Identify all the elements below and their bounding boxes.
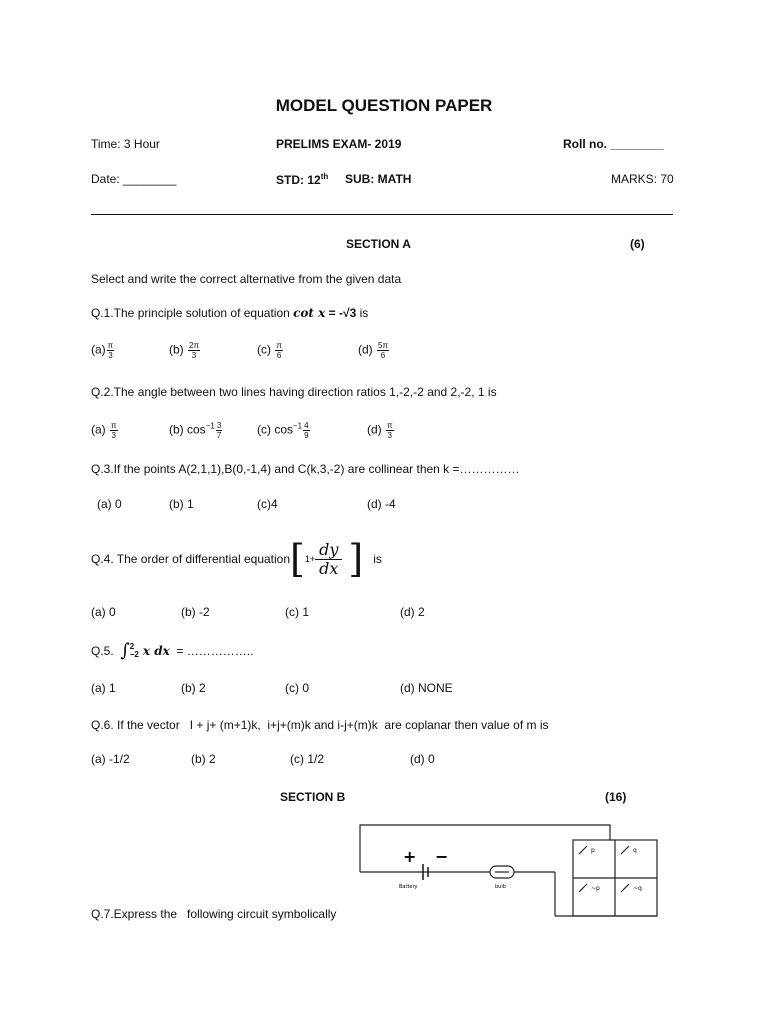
q5-option-b: (b) 2 <box>181 681 206 695</box>
question-3: Q.3.If the points A(2,1,1),B(0,-1,4) and C(k,3,-2) are collinear then k =…………… <box>91 462 520 476</box>
q1-opt-d-label: (d) <box>358 342 376 357</box>
battery-minus: − <box>435 847 449 866</box>
question-7: Q.7.Express the following circuit symbolically <box>91 907 337 921</box>
switch-notq-label: ~q <box>633 885 642 892</box>
switch-p-icon <box>579 846 587 854</box>
switch-q-label: q <box>633 847 637 854</box>
q2-opt-d-frac <box>386 421 394 440</box>
section-a-marks: (6) <box>630 237 645 251</box>
roll-number-field: Roll no. ________ <box>563 137 664 151</box>
q5-option-c: (c) 0 <box>285 681 309 695</box>
q1-option-a <box>91 341 115 360</box>
q4-prefix: Q.4. The order of differential equation <box>91 552 291 566</box>
q2-opt-c-sup: −1 <box>293 421 303 431</box>
switch-notq-icon <box>621 884 629 892</box>
q3-option-a: (a) 0 <box>97 497 122 511</box>
q3-option-c: (c)4 <box>257 497 278 511</box>
q4-option-c: (c) 1 <box>285 605 309 619</box>
integral <box>120 640 139 661</box>
q4-suffix: is <box>373 552 382 566</box>
exam-label: PRELIMS EXAM- 2019 <box>276 137 402 151</box>
integral-limits <box>130 643 139 659</box>
frac-den: 6 <box>276 351 282 360</box>
q2-opt-b-frac <box>216 421 222 440</box>
battery-plus: + <box>403 847 417 866</box>
q2-opt-d-label: (d) <box>367 422 385 437</box>
q2-opt-b-label: (b) cos <box>169 422 206 437</box>
question-2: Q.2.The angle between two lines having direction ratios 1,-2,-2 and 2,-2, 1 is <box>91 385 497 399</box>
instruction-text: Select and write the correct alternative from the given data <box>91 272 402 286</box>
q2-opt-b-sup: −1 <box>205 421 215 431</box>
integrand: x dx <box>142 643 170 658</box>
q1-option-d <box>358 341 390 360</box>
q2-opt-a-frac <box>110 421 118 440</box>
frac-den: 3 <box>111 431 116 440</box>
frac-num: π <box>276 341 282 350</box>
q2-opt-c-label: (c) cos <box>257 422 293 437</box>
subject-label: SUB: MATH <box>345 172 412 186</box>
frac-num: 5π <box>378 341 388 350</box>
derivative-num: dy <box>315 541 342 560</box>
q4-option-b: (b) -2 <box>181 605 210 619</box>
switch-q-icon <box>621 846 629 854</box>
page-title: MODEL QUESTION PAPER <box>275 96 493 115</box>
right-bracket: ] <box>348 537 364 581</box>
std-label <box>276 172 328 187</box>
frac-num: π <box>387 421 393 430</box>
q6-option-a: (a) -1/2 <box>91 752 130 766</box>
switch-notp-icon <box>579 884 587 892</box>
frac-den: 6 <box>380 351 386 360</box>
q2-option-d <box>367 421 395 440</box>
frac-den: 9 <box>304 431 309 440</box>
q4-one-plus: 1+ <box>304 554 316 564</box>
q1-prefix: Q.1.The principle solution of equation <box>91 306 294 320</box>
date-field: Date: ________ <box>91 172 177 186</box>
q1-suffix: is <box>356 306 369 320</box>
left-bracket: [ <box>290 537 305 581</box>
q5-option-a: (a) 1 <box>91 681 116 695</box>
question-1 <box>91 306 368 320</box>
derivative-den: dx <box>319 558 339 578</box>
header-divider <box>91 214 673 215</box>
q2-option-c <box>257 421 311 440</box>
q1-option-b <box>169 341 201 360</box>
q1-opt-d-frac <box>377 341 389 360</box>
question-5 <box>91 640 253 661</box>
upper-limit: 2 <box>129 641 135 651</box>
frac-den: 3 <box>108 351 113 360</box>
frac-num: π <box>111 421 117 430</box>
q3-option-d: (d) -4 <box>367 497 396 511</box>
q1-opt-a-frac <box>107 341 115 360</box>
q1-option-c <box>257 341 284 360</box>
lower-limit: −2 <box>129 649 139 659</box>
q5-option-d: (d) NONE <box>400 681 453 695</box>
std-sup: th <box>320 172 329 181</box>
frac-den: 3 <box>191 351 197 360</box>
q4-derivative <box>315 541 342 578</box>
frac-num: 2π <box>189 341 199 350</box>
section-b-marks: (16) <box>605 790 627 804</box>
switch-notp-label: ~p <box>591 885 600 892</box>
question-6: Q.6. If the vector I + j+ (m+1)k, i+j+(m)k and i-j+(m)k are coplanar then value of m is <box>91 718 549 732</box>
q2-option-a <box>91 421 119 440</box>
q4-option-d: (d) 2 <box>400 605 425 619</box>
integral-sign-icon: ∫ <box>120 640 130 661</box>
battery-label: Battery <box>399 884 418 890</box>
frac-num: 3 <box>216 421 222 430</box>
std-text: STD: 12 <box>276 173 321 187</box>
q1-opt-c-label: (c) <box>257 342 275 357</box>
q1-opt-c-frac <box>275 341 283 360</box>
q2-option-b <box>169 421 223 440</box>
section-b-title: SECTION B <box>280 790 346 804</box>
lamp-label: bulb <box>495 884 506 890</box>
q6-option-b: (b) 2 <box>191 752 216 766</box>
switch-p-label: p <box>591 847 595 854</box>
frac-den: 3 <box>387 431 392 440</box>
q6-option-c: (c) 1/2 <box>290 752 325 766</box>
marks-label: MARKS: 70 <box>611 172 674 186</box>
q5-suffix: = …………….. <box>169 643 254 658</box>
q1-eq: = -√3 <box>325 306 357 320</box>
q1-opt-b-label: (b) <box>169 342 187 357</box>
q2-opt-c-frac <box>303 421 309 440</box>
frac-den: 7 <box>216 431 222 440</box>
q6-option-d: (d) 0 <box>410 752 435 766</box>
q3-option-b: (b) 1 <box>169 497 194 511</box>
frac-num: 4 <box>304 421 309 430</box>
q5-prefix: Q.5. <box>91 643 121 658</box>
q1-opt-b-frac <box>188 341 200 360</box>
q4-option-a: (a) 0 <box>91 605 116 619</box>
question-4 <box>91 534 382 584</box>
section-a-title: SECTION A <box>346 237 411 251</box>
time-label: Time: 3 Hour <box>91 137 160 151</box>
q2-opt-a-label: (a) <box>91 422 109 437</box>
frac-num: π <box>107 341 114 350</box>
circuit-diagram <box>355 820 665 920</box>
q1-opt-a-label: (a) <box>91 342 106 357</box>
q1-expr: cot x <box>293 306 326 320</box>
